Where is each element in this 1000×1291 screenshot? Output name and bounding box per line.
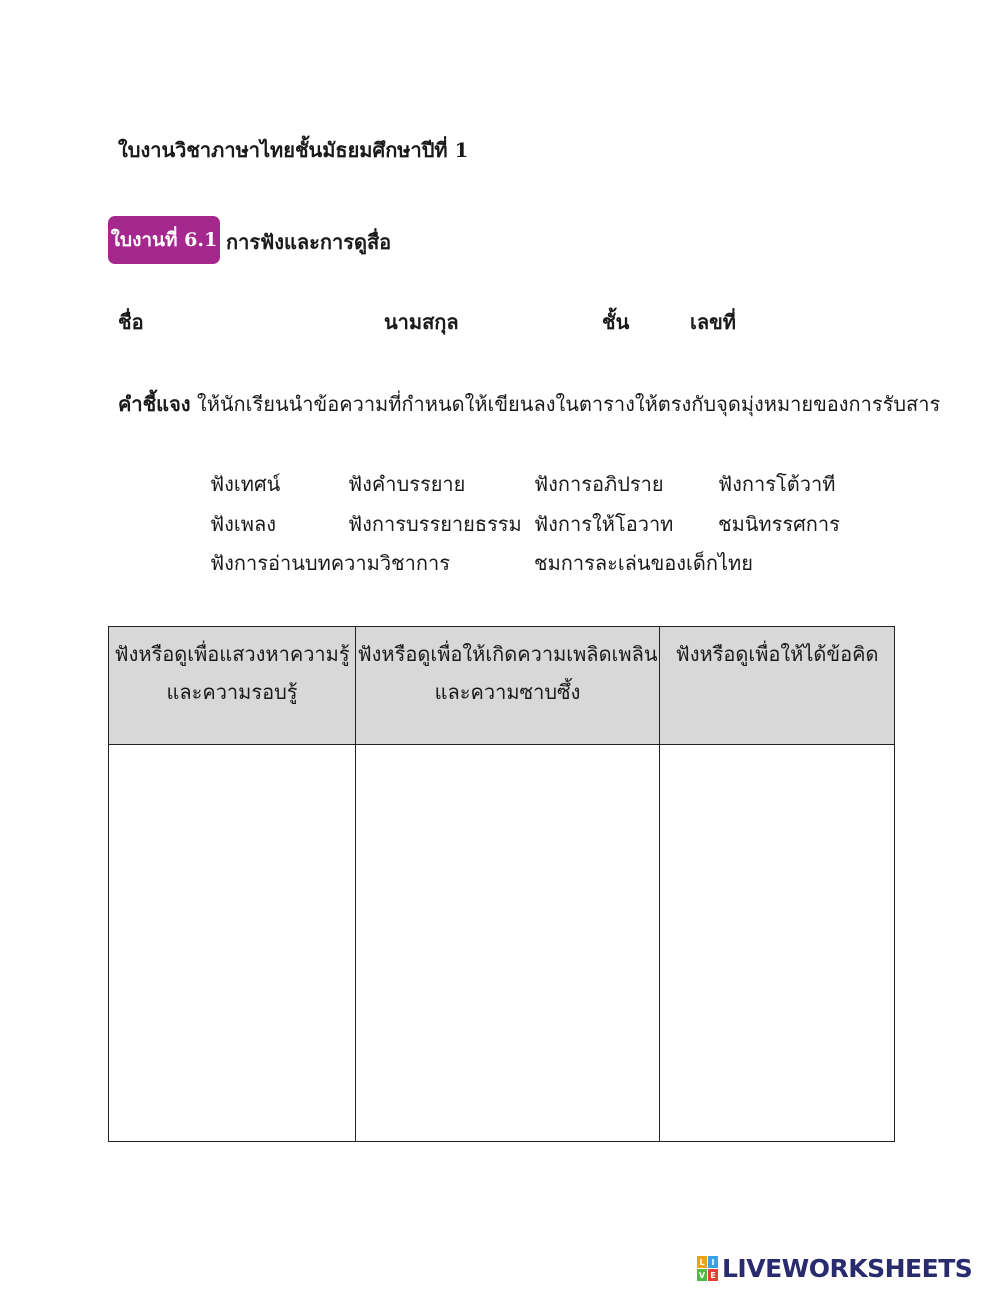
surname-label: นามสกุล — [384, 310, 459, 334]
word-bank-item: ฟังการอ่านบทความวิชาการ — [210, 551, 450, 575]
answer-cell-enjoyment[interactable] — [356, 745, 660, 1142]
column-header-line: ฟังหรือดูเพื่อให้ได้ข้อคิด — [675, 642, 879, 666]
number-label: เลขที่ — [690, 310, 736, 334]
worksheet-number-badge: ใบงานที่ 6.1 — [108, 216, 220, 264]
word-bank-item: ฟังเทศน์ — [210, 472, 281, 496]
class-label: ชั้น — [602, 310, 630, 334]
worksheet-topic: การฟังและการดูสื่อ — [226, 230, 392, 254]
logo-letter: I — [708, 1256, 718, 1268]
column-header-knowledge — [109, 627, 356, 745]
word-bank-item: ชมนิทรรศการ — [718, 512, 840, 536]
table-answer-row — [109, 745, 895, 1142]
answer-table — [108, 626, 895, 1142]
liveworksheets-logo — [697, 1254, 972, 1283]
word-bank-item: ฟังเพลง — [210, 512, 276, 536]
word-bank-item: ฟังการบรรยายธรรม — [348, 512, 522, 536]
answer-cell-knowledge[interactable] — [109, 745, 356, 1142]
word-bank-item: ฟังคำบรรยาย — [348, 472, 466, 496]
column-header-line: และความรอบรู้ — [166, 680, 298, 704]
column-header-reflection — [660, 627, 895, 745]
answer-cell-reflection[interactable] — [660, 745, 895, 1142]
table-header-row — [109, 627, 895, 745]
logo-letter: V — [698, 1270, 706, 1280]
liveworksheets-logo-mark — [697, 1256, 718, 1281]
column-header-line: ฟังหรือดูเพื่อให้เกิดความเพลิดเพลิน — [357, 642, 658, 666]
column-header-line: ฟังหรือดูเพื่อแสวงหาความรู้ — [114, 642, 350, 666]
instructions-text: ให้นักเรียนนำข้อความที่กำหนดให้เขียนลงในตารางให้ตรงกับจุดมุ่งหมายของการรับสาร — [196, 392, 941, 416]
logo-letter: L — [697, 1256, 707, 1268]
word-bank-item: ฟังการให้โอวาท — [534, 512, 674, 536]
logo-letter: E — [708, 1269, 718, 1281]
word-bank-item: ชมการละเล่นของเด็กไทย — [534, 551, 753, 575]
instructions-label: คำชี้แจง — [118, 392, 191, 416]
column-header-line: และความซาบซึ้ง — [434, 680, 581, 704]
word-bank-item: ฟังการอภิปราย — [534, 472, 664, 496]
instructions — [118, 388, 940, 420]
name-label: ชื่อ — [118, 310, 144, 334]
document-title: ใบงานวิชาภาษาไทยชั้นมัธยมศึกษาปีที่ 1 — [118, 138, 469, 162]
column-header-enjoyment — [356, 627, 660, 745]
word-bank-item: ฟังการโต้วาที — [718, 472, 836, 496]
liveworksheets-logo-text: LIVEWORKSHEETS — [722, 1254, 973, 1283]
